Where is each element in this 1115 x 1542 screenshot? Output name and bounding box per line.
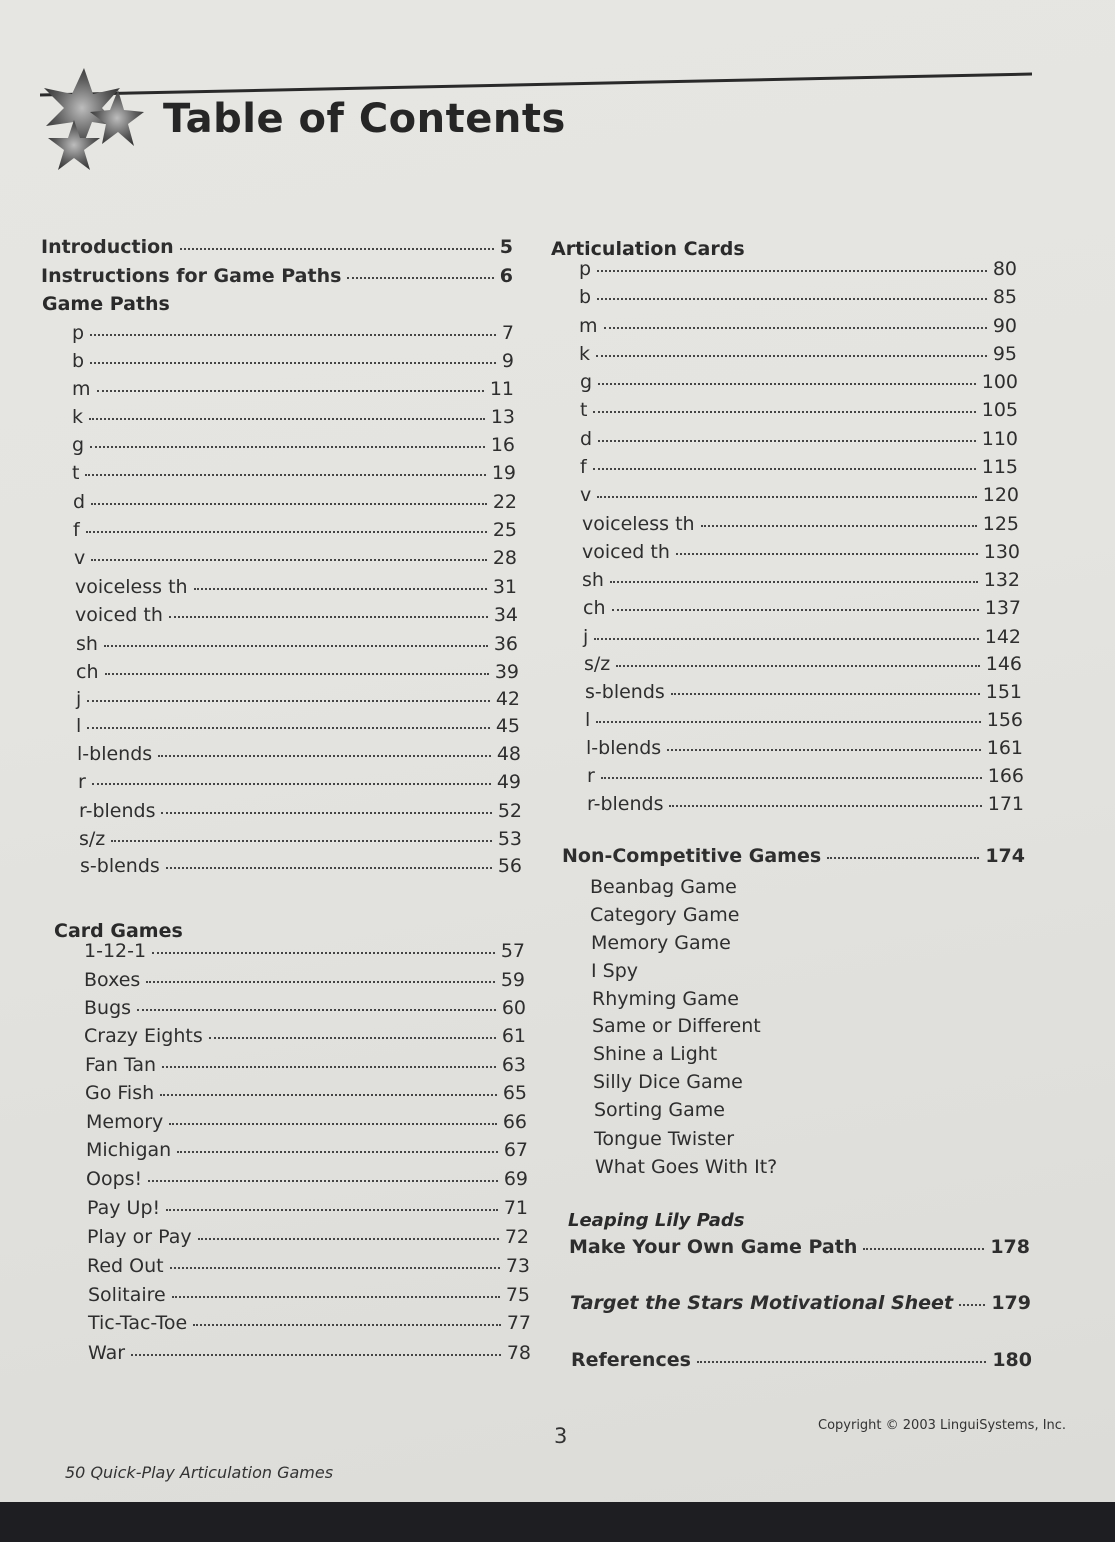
page-number: 3 xyxy=(554,1424,568,1448)
toc-entry-target-stars: Target the Stars Motivational Sheet 179 xyxy=(570,1292,1031,1314)
toc-entry: sh 132 xyxy=(582,569,1020,591)
toc-entry-introduction: Introduction 5 xyxy=(41,236,513,258)
toc-entry: l-blends 161 xyxy=(586,737,1023,759)
toc-entry: sh 36 xyxy=(76,633,518,655)
toc-sub-item: Rhyming Game xyxy=(592,988,739,1010)
toc-entry: r 49 xyxy=(78,771,521,793)
toc-entry: p 7 xyxy=(72,322,514,344)
toc-entry: voiceless th 31 xyxy=(75,576,517,598)
toc-entry: d 22 xyxy=(73,491,517,513)
toc-entry: s-blends 56 xyxy=(80,855,522,877)
toc-entry: Oops! 69 xyxy=(86,1168,528,1190)
toc-entry: g 16 xyxy=(72,434,515,456)
toc-entry: War 78 xyxy=(88,1342,531,1364)
toc-entry: voiceless th 125 xyxy=(582,513,1019,535)
toc-entry: 1-12-1 57 xyxy=(84,940,525,962)
toc-entry: v 28 xyxy=(74,547,517,569)
stars-logo xyxy=(38,68,148,178)
section-heading-card-games: Card Games xyxy=(54,920,183,942)
toc-entry: k 95 xyxy=(579,343,1017,365)
toc-entry: Bugs 60 xyxy=(84,997,526,1019)
toc-entry: m 11 xyxy=(72,378,514,400)
toc-entry: r-blends 171 xyxy=(587,793,1024,815)
toc-entry: Play or Pay 72 xyxy=(87,1226,529,1248)
toc-sub-item: I Spy xyxy=(591,960,639,982)
toc-entry: ch 39 xyxy=(76,661,519,683)
toc-entry: l-blends 48 xyxy=(77,743,521,765)
toc-sub-item: What Goes With It? xyxy=(595,1156,778,1178)
copyright-notice: Copyright © 2003 LinguiSystems, Inc. xyxy=(818,1418,1067,1433)
toc-entry: Boxes 59 xyxy=(84,969,525,991)
toc-sub-item: Beanbag Game xyxy=(590,876,737,898)
toc-entry: r-blends 52 xyxy=(79,800,522,822)
toc-entry: t 19 xyxy=(72,462,516,484)
toc-entry: Solitaire 75 xyxy=(88,1284,530,1306)
toc-entry: Pay Up! 71 xyxy=(87,1197,528,1219)
page-title: Table of Contents xyxy=(163,96,566,142)
toc-entry: j 142 xyxy=(583,626,1021,648)
toc-entry-instructions: Instructions for Game Paths 6 xyxy=(41,265,513,287)
toc-entry: s-blends 151 xyxy=(585,681,1022,703)
book-title-footer: 50 Quick-Play Articulation Games xyxy=(65,1463,334,1482)
toc-entry: j 42 xyxy=(76,688,520,710)
toc-sub-item: Category Game xyxy=(590,904,740,926)
toc-sub-item: Shine a Light xyxy=(593,1043,718,1065)
toc-entry: s/z 146 xyxy=(584,653,1022,675)
toc-entry: t 105 xyxy=(580,399,1018,421)
toc-entry: d 110 xyxy=(580,428,1018,450)
toc-entry: s/z 53 xyxy=(79,828,522,850)
toc-entry: Tic-Tac-Toe 77 xyxy=(88,1312,531,1334)
toc-entry: ch 137 xyxy=(583,597,1021,619)
toc-sub-item: Sorting Game xyxy=(594,1099,725,1121)
toc-sub-item: Memory Game xyxy=(591,932,731,954)
toc-entry: r 166 xyxy=(587,765,1024,787)
toc-entry: v 120 xyxy=(580,484,1019,506)
toc-entry: p 80 xyxy=(579,258,1017,280)
section-heading-game-paths: Game Paths xyxy=(42,293,170,315)
section-heading-articulation-cards: Articulation Cards xyxy=(551,238,745,260)
toc-entry-make-your-own: Make Your Own Game Path 178 xyxy=(569,1236,1030,1258)
toc-entry: f 115 xyxy=(580,456,1018,478)
toc-entry: Michigan 67 xyxy=(86,1139,528,1161)
toc-entry: Fan Tan 63 xyxy=(85,1054,526,1076)
toc-entry: l 45 xyxy=(76,715,520,737)
toc-entry: Red Out 73 xyxy=(87,1255,530,1277)
toc-sub-item: Silly Dice Game xyxy=(593,1071,743,1093)
toc-entry: b 85 xyxy=(579,286,1017,308)
toc-entry: m 90 xyxy=(579,315,1017,337)
toc-entry: g 100 xyxy=(580,371,1018,393)
toc-entry: Crazy Eights 61 xyxy=(84,1025,526,1047)
toc-entry: k 13 xyxy=(72,406,515,428)
toc-entry: Go Fish 65 xyxy=(85,1082,527,1104)
toc-entry-references: References 180 xyxy=(571,1349,1032,1371)
toc-entry: voiced th 34 xyxy=(75,604,518,626)
toc-entry-leaping-lily-pads: Leaping Lily Pads xyxy=(568,1210,745,1231)
toc-entry: voiced th 130 xyxy=(582,541,1020,563)
toc-sub-item: Same or Different xyxy=(592,1015,761,1037)
toc-entry: Memory 66 xyxy=(86,1111,527,1133)
toc-entry: b 9 xyxy=(72,350,514,372)
toc-entry: l 156 xyxy=(585,709,1023,731)
toc-entry: f 25 xyxy=(73,519,517,541)
toc-entry-non-competitive: Non-Competitive Games 174 xyxy=(562,845,1025,867)
toc-sub-item: Tongue Twister xyxy=(594,1128,735,1150)
